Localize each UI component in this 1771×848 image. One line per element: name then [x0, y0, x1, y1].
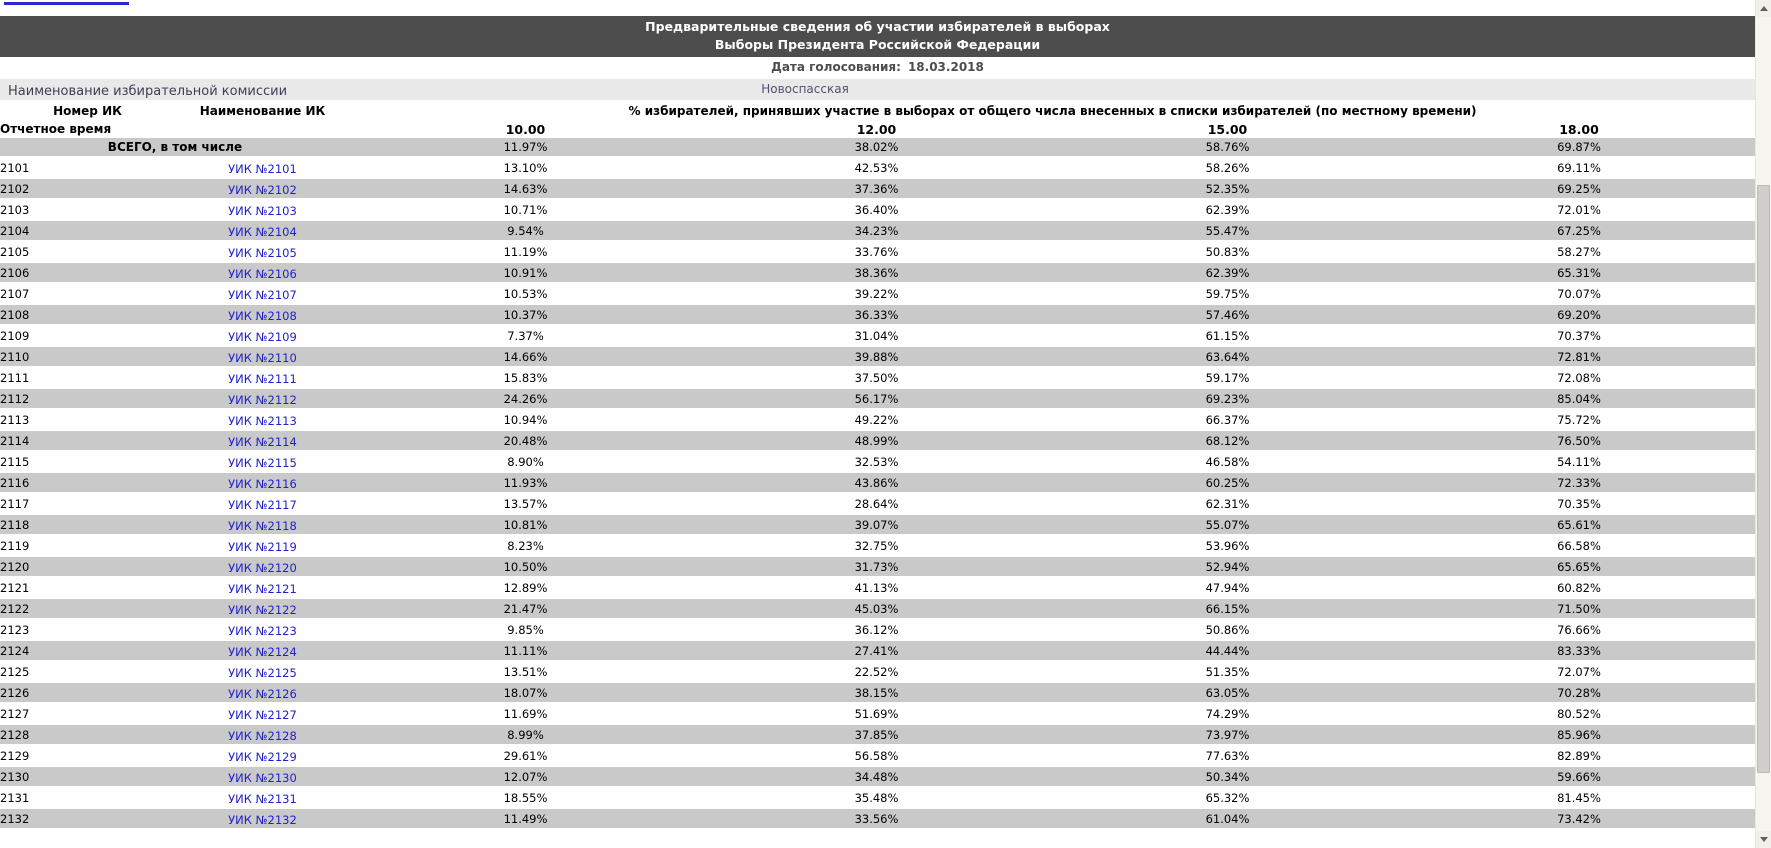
- turnout-value-12: 38.36%: [854, 265, 899, 280]
- table-row: [0, 367, 1755, 388]
- commission-label: Наименование избирательной комиссии: [8, 84, 288, 99]
- turnout-value-12: 38.15%: [854, 685, 899, 700]
- turnout-value-10: 11.11%: [503, 643, 548, 658]
- ik-link[interactable]: УИК №2111: [228, 372, 297, 386]
- table-row: [0, 766, 1755, 787]
- turnout-value-12: 43.86%: [854, 475, 899, 490]
- table-row: [0, 451, 1755, 472]
- ik-name-cell: [175, 577, 350, 598]
- ik-name-cell: [175, 346, 350, 367]
- time-header-18: 18.00: [1559, 121, 1599, 137]
- turnout-value-15: 62.39%: [1205, 202, 1250, 217]
- turnout-value-12: 45.03%: [854, 601, 899, 616]
- ik-name-cell: [175, 808, 350, 829]
- ik-link[interactable]: УИК №2109: [228, 330, 297, 344]
- turnout-value-18: 58.27%: [1557, 244, 1601, 259]
- ik-name-cell: [175, 199, 350, 220]
- turnout-value-18: 72.33%: [1557, 475, 1601, 490]
- ik-number: 2132: [0, 811, 30, 826]
- turnout-value-18: 65.31%: [1557, 265, 1601, 280]
- total-label: ВСЕГО, в том числе: [107, 140, 243, 154]
- col-header-name: Наименование ИК: [199, 104, 326, 118]
- table-row: [0, 346, 1755, 367]
- ik-link[interactable]: УИК №2129: [228, 750, 297, 764]
- ik-link[interactable]: УИК №2102: [228, 183, 297, 197]
- turnout-value-10: 13.51%: [503, 664, 548, 679]
- table-row: [0, 724, 1755, 745]
- ik-link[interactable]: УИК №2107: [228, 288, 297, 302]
- turnout-value-18: 72.08%: [1557, 370, 1601, 385]
- turnout-value-18: 65.65%: [1557, 559, 1601, 574]
- ik-name-cell: [175, 703, 350, 724]
- turnout-value-15: 61.15%: [1205, 328, 1250, 343]
- ik-number: 2120: [0, 559, 30, 574]
- total-turnout-10: 11.97%: [503, 140, 548, 154]
- table-row: [0, 598, 1755, 619]
- time-header-12: 12.00: [856, 121, 897, 137]
- ik-link[interactable]: УИК №2130: [228, 771, 297, 785]
- turnout-value-10: 10.37%: [503, 307, 548, 322]
- ik-link[interactable]: УИК №2104: [228, 225, 297, 239]
- turnout-value-10: 9.54%: [507, 223, 544, 238]
- ik-link[interactable]: УИК №2118: [228, 519, 297, 533]
- ik-number: 2105: [0, 244, 30, 259]
- ik-name-cell: [175, 367, 350, 388]
- turnout-value-18: 69.25%: [1557, 181, 1601, 196]
- turnout-value-12: 37.36%: [854, 181, 899, 196]
- table-row: [0, 703, 1755, 724]
- col-header-percent: % избирателей, принявших участие в выборах от общего числа внесенных в списки избирателей (по местному времени): [628, 104, 1477, 118]
- ik-number: 2124: [0, 643, 30, 658]
- turnout-value-15: 57.46%: [1205, 307, 1250, 322]
- turnout-value-18: 81.45%: [1557, 790, 1601, 805]
- turnout-value-10: 18.55%: [503, 790, 548, 805]
- ik-name-cell: [175, 241, 350, 262]
- ik-name-cell: [175, 157, 350, 178]
- turnout-value-15: 66.15%: [1205, 601, 1250, 616]
- ik-number: 2123: [0, 622, 30, 637]
- ik-name-cell: [175, 451, 350, 472]
- voting-date-label: Дата голосования:: [771, 60, 901, 74]
- ik-name-cell: [175, 598, 350, 619]
- ik-link[interactable]: УИК №2103: [228, 204, 297, 218]
- turnout-value-12: 33.56%: [854, 811, 899, 826]
- ik-link[interactable]: УИК №2120: [228, 561, 297, 575]
- turnout-value-15: 52.94%: [1205, 559, 1250, 574]
- ik-number: 2131: [0, 790, 30, 805]
- table-header-row-2: [0, 120, 1755, 138]
- turnout-value-15: 51.35%: [1205, 664, 1250, 679]
- time-header-15: 15.00: [1207, 121, 1248, 137]
- ik-name-cell: [175, 178, 350, 199]
- turnout-value-15: 62.31%: [1205, 496, 1250, 511]
- total-turnout-15: 58.76%: [1205, 140, 1250, 154]
- commission-row: [0, 79, 1755, 100]
- turnout-value-15: 50.83%: [1205, 244, 1250, 259]
- ik-name-cell: [175, 430, 350, 451]
- top-link-clipped[interactable]: [4, 2, 129, 5]
- ik-number: 2118: [0, 517, 30, 532]
- turnout-value-12: 33.76%: [854, 244, 899, 259]
- ik-name-cell: [175, 640, 350, 661]
- ik-number: 2107: [0, 286, 30, 301]
- table-row: [0, 304, 1755, 325]
- turnout-value-18: 70.35%: [1557, 496, 1601, 511]
- turnout-value-12: 27.41%: [854, 643, 899, 658]
- turnout-value-15: 63.05%: [1205, 685, 1250, 700]
- turnout-value-15: 59.17%: [1205, 370, 1250, 385]
- turnout-value-12: 36.40%: [854, 202, 899, 217]
- turnout-value-12: 39.22%: [854, 286, 899, 301]
- turnout-value-12: 34.48%: [854, 769, 899, 784]
- turnout-value-10: 11.69%: [503, 706, 548, 721]
- turnout-value-12: 36.12%: [854, 622, 899, 637]
- ik-link[interactable]: УИК №2126: [228, 687, 297, 701]
- title-line-1: Предварительные сведения об участии избирателей в выборах: [645, 19, 1110, 34]
- ik-number: 2116: [0, 475, 30, 490]
- table-row: [0, 577, 1755, 598]
- turnout-value-10: 14.63%: [503, 181, 548, 196]
- ik-number: 2125: [0, 664, 30, 679]
- ik-name-cell: [175, 787, 350, 808]
- title-line-2: Выборы Президента Российской Федерации: [714, 37, 1041, 52]
- turnout-value-18: 72.01%: [1557, 202, 1601, 217]
- total-turnout-12: 38.02%: [854, 140, 899, 154]
- ik-number: 2113: [0, 412, 30, 427]
- ik-name-cell: [175, 682, 350, 703]
- scroll-down-button[interactable]: [1756, 831, 1771, 848]
- ik-number: 2114: [0, 433, 30, 448]
- top-strip: [0, 0, 1755, 16]
- ik-number: 2108: [0, 307, 30, 322]
- ik-number: 2102: [0, 181, 30, 196]
- turnout-value-15: 50.34%: [1205, 769, 1250, 784]
- turnout-value-10: 14.66%: [503, 349, 548, 364]
- turnout-value-12: 31.04%: [854, 328, 899, 343]
- turnout-value-12: 37.85%: [854, 727, 899, 742]
- table-row: [0, 493, 1755, 514]
- voting-date-value: 18.03.2018: [907, 60, 984, 74]
- table-row: [0, 241, 1755, 262]
- turnout-value-10: 12.89%: [503, 580, 548, 595]
- turnout-value-12: 42.53%: [854, 160, 899, 175]
- ik-name-cell: [175, 556, 350, 577]
- turnout-value-18: 85.96%: [1557, 727, 1601, 742]
- ik-name-cell: [175, 514, 350, 535]
- ik-link[interactable]: УИК №2125: [228, 666, 297, 680]
- scrollbar-thumb[interactable]: [1757, 185, 1770, 773]
- turnout-value-15: 44.44%: [1205, 643, 1250, 658]
- turnout-value-15: 68.12%: [1205, 433, 1250, 448]
- turnout-value-15: 62.39%: [1205, 265, 1250, 280]
- ik-name-cell: [175, 661, 350, 682]
- table-row: [0, 178, 1755, 199]
- turnout-value-18: 66.58%: [1557, 538, 1601, 553]
- table-row: [0, 262, 1755, 283]
- turnout-value-18: 85.04%: [1557, 391, 1601, 406]
- turnout-value-18: 59.66%: [1557, 769, 1601, 784]
- ik-number: 2119: [0, 538, 30, 553]
- table-row: [0, 661, 1755, 682]
- turnout-value-18: 54.11%: [1557, 454, 1601, 469]
- ik-name-cell: [175, 220, 350, 241]
- turnout-value-10: 10.50%: [503, 559, 548, 574]
- report-time-label: Отчетное время: [0, 122, 112, 136]
- turnout-value-10: 10.53%: [503, 286, 548, 301]
- ik-name-cell: [175, 724, 350, 745]
- table-row: [0, 682, 1755, 703]
- ik-link[interactable]: УИК №2127: [228, 708, 297, 722]
- turnout-value-15: 50.86%: [1205, 622, 1250, 637]
- turnout-value-15: 60.25%: [1205, 475, 1250, 490]
- page-title: [0, 16, 1755, 57]
- table-row: [0, 535, 1755, 556]
- ik-link[interactable]: УИК №2101: [228, 162, 297, 176]
- ik-number: 2111: [0, 370, 30, 385]
- ik-name-cell: [175, 283, 350, 304]
- turnout-value-10: 8.99%: [507, 727, 544, 742]
- turnout-value-12: 41.13%: [854, 580, 899, 595]
- turnout-value-18: 71.50%: [1557, 601, 1601, 616]
- turnout-value-12: 49.22%: [854, 412, 899, 427]
- turnout-value-10: 7.37%: [507, 328, 544, 343]
- table-row: [0, 199, 1755, 220]
- table-row: [0, 787, 1755, 808]
- total-row: [0, 138, 1755, 157]
- turnout-value-10: 8.23%: [507, 538, 544, 553]
- ik-number: 2104: [0, 223, 30, 238]
- turnout-value-18: 73.42%: [1557, 811, 1601, 826]
- turnout-table: [0, 102, 1755, 830]
- table-row: [0, 640, 1755, 661]
- ik-name-cell: [175, 745, 350, 766]
- turnout-value-15: 69.23%: [1205, 391, 1250, 406]
- turnout-value-15: 61.04%: [1205, 811, 1250, 826]
- turnout-value-15: 77.63%: [1205, 748, 1250, 763]
- ik-name-cell: [175, 493, 350, 514]
- ik-number: 2126: [0, 685, 30, 700]
- ik-link[interactable]: УИК №2122: [228, 603, 297, 617]
- ik-link[interactable]: УИК №2106: [228, 267, 297, 281]
- turnout-value-10: 13.57%: [503, 496, 548, 511]
- turnout-value-18: 76.50%: [1557, 433, 1601, 448]
- ik-link[interactable]: УИК №2119: [228, 540, 297, 554]
- turnout-value-18: 80.52%: [1557, 706, 1601, 721]
- turnout-value-12: 51.69%: [854, 706, 899, 721]
- ik-number: 2110: [0, 349, 30, 364]
- ik-number: 2117: [0, 496, 30, 511]
- turnout-value-12: 39.07%: [854, 517, 899, 532]
- turnout-value-10: 12.07%: [503, 769, 548, 784]
- ik-number: 2122: [0, 601, 30, 616]
- ik-name-cell: [175, 766, 350, 787]
- ik-link[interactable]: УИК №2128: [228, 729, 297, 743]
- turnout-value-15: 46.58%: [1205, 454, 1250, 469]
- commission-value: Новоспасская: [761, 82, 849, 96]
- turnout-value-10: 9.85%: [507, 622, 544, 637]
- turnout-value-18: 67.25%: [1557, 223, 1601, 238]
- table-row: [0, 388, 1755, 409]
- ik-name-cell: [175, 325, 350, 346]
- ik-number: 2121: [0, 580, 30, 595]
- table-row: [0, 619, 1755, 640]
- turnout-value-18: 69.11%: [1557, 160, 1601, 175]
- ik-link[interactable]: УИК №2132: [228, 813, 297, 827]
- arrow-down-icon: [1760, 837, 1768, 842]
- ik-link[interactable]: УИК №2105: [228, 246, 297, 260]
- ik-name-cell: [175, 409, 350, 430]
- turnout-value-12: 56.17%: [854, 391, 899, 406]
- turnout-value-10: 15.83%: [503, 370, 548, 385]
- turnout-value-15: 58.26%: [1205, 160, 1250, 175]
- ik-name-cell: [175, 304, 350, 325]
- turnout-value-18: 82.89%: [1557, 748, 1601, 763]
- ik-link[interactable]: УИК №2113: [228, 414, 297, 428]
- ik-name-cell: [175, 472, 350, 493]
- ik-name-cell: [175, 262, 350, 283]
- turnout-value-18: 72.07%: [1557, 664, 1601, 679]
- total-turnout-18: 69.87%: [1557, 140, 1601, 154]
- turnout-value-15: 55.07%: [1205, 517, 1250, 532]
- table-header-row-1: [0, 102, 1755, 120]
- ik-link[interactable]: УИК №2124: [228, 645, 297, 659]
- turnout-value-12: 35.48%: [854, 790, 899, 805]
- table-row: [0, 808, 1755, 829]
- ik-link[interactable]: УИК №2121: [228, 582, 297, 596]
- turnout-value-12: 56.58%: [854, 748, 899, 763]
- ik-number: 2127: [0, 706, 30, 721]
- table-row: [0, 472, 1755, 493]
- turnout-value-18: 75.72%: [1557, 412, 1601, 427]
- ik-name-cell: [175, 619, 350, 640]
- turnout-value-15: 47.94%: [1205, 580, 1250, 595]
- turnout-value-18: 72.81%: [1557, 349, 1601, 364]
- turnout-value-10: 10.81%: [503, 517, 548, 532]
- ik-link[interactable]: УИК №2115: [228, 456, 297, 470]
- ik-link[interactable]: УИК №2123: [228, 624, 297, 638]
- turnout-value-10: 10.91%: [503, 265, 548, 280]
- arrow-up-icon: [1760, 6, 1768, 11]
- scroll-up-button[interactable]: [1756, 0, 1771, 17]
- ik-link[interactable]: УИК №2112: [228, 393, 297, 407]
- table-row: [0, 556, 1755, 577]
- turnout-value-10: 24.26%: [503, 391, 548, 406]
- turnout-value-12: 31.73%: [854, 559, 899, 574]
- ik-link[interactable]: УИК №2131: [228, 792, 297, 806]
- turnout-value-12: 22.52%: [854, 664, 899, 679]
- turnout-value-18: 70.37%: [1557, 328, 1601, 343]
- vertical-scrollbar[interactable]: [1755, 0, 1771, 848]
- turnout-value-10: 11.49%: [503, 811, 548, 826]
- turnout-value-18: 76.66%: [1557, 622, 1601, 637]
- turnout-value-15: 53.96%: [1205, 538, 1250, 553]
- ik-number: 2130: [0, 769, 30, 784]
- ik-link[interactable]: УИК №2108: [228, 309, 297, 323]
- ik-link[interactable]: УИК №2116: [228, 477, 297, 491]
- ik-name-cell: [175, 388, 350, 409]
- turnout-value-18: 70.07%: [1557, 286, 1601, 301]
- voting-date: [0, 58, 1755, 76]
- turnout-value-10: 18.07%: [503, 685, 548, 700]
- turnout-value-18: 60.82%: [1557, 580, 1601, 595]
- turnout-value-12: 28.64%: [854, 496, 899, 511]
- table-row: [0, 514, 1755, 535]
- turnout-value-12: 48.99%: [854, 433, 899, 448]
- ik-link[interactable]: УИК №2114: [228, 435, 297, 449]
- turnout-value-10: 10.71%: [503, 202, 548, 217]
- turnout-value-15: 59.75%: [1205, 286, 1250, 301]
- turnout-value-15: 66.37%: [1205, 412, 1250, 427]
- ik-number: 2128: [0, 727, 30, 742]
- turnout-value-15: 55.47%: [1205, 223, 1250, 238]
- table-row: [0, 409, 1755, 430]
- time-header-10: 10.00: [505, 121, 546, 137]
- ik-number: 2115: [0, 454, 30, 469]
- ik-number: 2106: [0, 265, 30, 280]
- turnout-value-12: 32.53%: [854, 454, 899, 469]
- table-row: [0, 745, 1755, 766]
- ik-number: 2103: [0, 202, 30, 217]
- ik-number: 2101: [0, 160, 30, 175]
- table-row: [0, 430, 1755, 451]
- ik-name-cell: [175, 535, 350, 556]
- ik-link[interactable]: УИК №2117: [228, 498, 297, 512]
- ik-link[interactable]: УИК №2110: [228, 351, 297, 365]
- ik-number: 2112: [0, 391, 30, 406]
- turnout-value-15: 74.29%: [1205, 706, 1250, 721]
- turnout-value-10: 29.61%: [503, 748, 548, 763]
- turnout-value-15: 52.35%: [1205, 181, 1250, 196]
- turnout-value-12: 32.75%: [854, 538, 899, 553]
- turnout-value-10: 10.94%: [503, 412, 548, 427]
- turnout-value-12: 36.33%: [854, 307, 899, 322]
- ik-number: 2129: [0, 748, 30, 763]
- turnout-value-10: 20.48%: [503, 433, 548, 448]
- turnout-value-18: 70.28%: [1557, 685, 1601, 700]
- table-row: [0, 220, 1755, 241]
- table-row: [0, 157, 1755, 178]
- turnout-value-10: 13.10%: [503, 160, 548, 175]
- ik-number: 2109: [0, 328, 30, 343]
- turnout-value-15: 65.32%: [1205, 790, 1250, 805]
- table-row: [0, 283, 1755, 304]
- table-row: [0, 325, 1755, 346]
- turnout-value-10: 8.90%: [507, 454, 544, 469]
- col-header-number: Номер ИК: [53, 104, 122, 118]
- turnout-value-12: 37.50%: [854, 370, 899, 385]
- turnout-value-10: 11.93%: [503, 475, 548, 490]
- turnout-value-10: 11.19%: [503, 244, 548, 259]
- turnout-value-15: 63.64%: [1205, 349, 1250, 364]
- turnout-value-18: 83.33%: [1557, 643, 1601, 658]
- turnout-value-18: 69.20%: [1557, 307, 1601, 322]
- turnout-value-12: 39.88%: [854, 349, 899, 364]
- turnout-value-18: 65.61%: [1557, 517, 1601, 532]
- turnout-value-12: 34.23%: [854, 223, 899, 238]
- turnout-value-10: 21.47%: [503, 601, 548, 616]
- turnout-value-15: 73.97%: [1205, 727, 1250, 742]
